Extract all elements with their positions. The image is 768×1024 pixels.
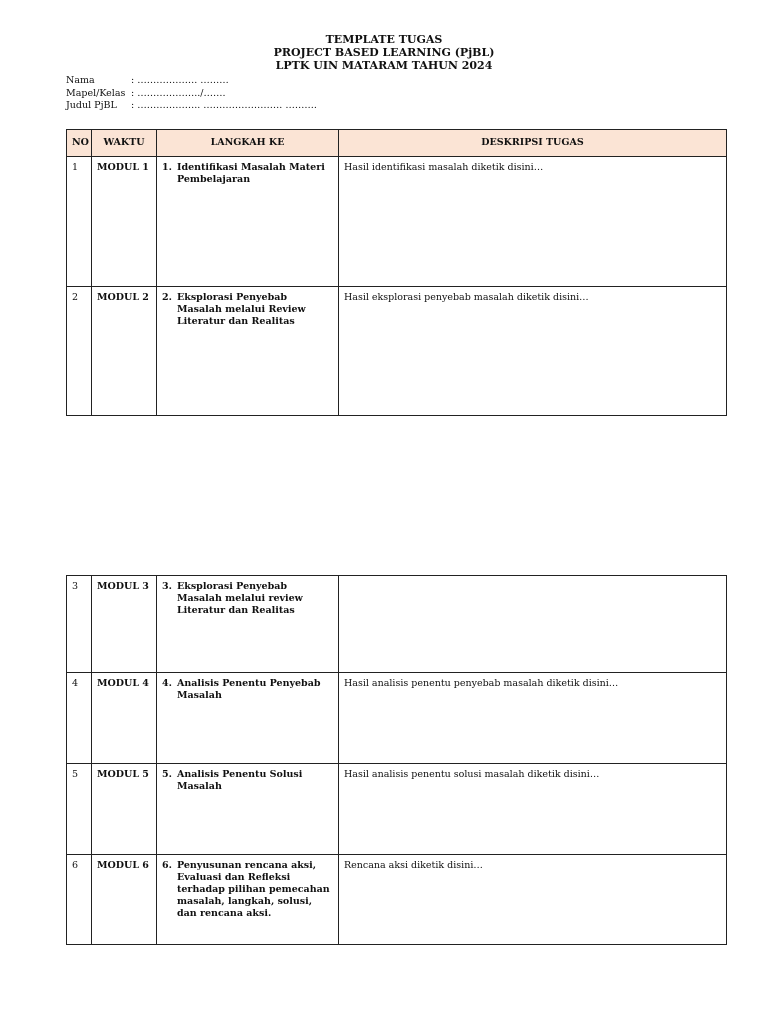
step-number: 1. <box>162 162 172 173</box>
step-number: 2. <box>162 292 172 303</box>
row-deskripsi[interactable]: Hasil eksplorasi penyebab masalah diketik disini… <box>339 287 727 416</box>
row-waktu: MODUL 1 <box>92 157 157 287</box>
title-line-2: PROJECT BASED LEARNING (PjBL) <box>273 46 495 59</box>
step-text: Eksplorasi Penyebab Masalah melalui review Literatur dan Realitas <box>177 581 303 616</box>
field-label: Nama <box>66 75 95 86</box>
field-label: Judul PjBL <box>66 100 117 111</box>
step-number: 5. <box>162 769 172 780</box>
table-header-row <box>67 130 727 157</box>
table-row <box>67 855 727 945</box>
row-waktu: MODUL 6 <box>92 855 157 945</box>
row-langkah <box>157 764 339 855</box>
table-row <box>67 576 727 673</box>
row-deskripsi[interactable]: Hasil analisis penentu penyebab masalah diketik disini… <box>339 673 727 764</box>
step-number: 6. <box>162 860 172 871</box>
row-deskripsi[interactable]: Rencana aksi diketik disini… <box>339 855 727 945</box>
step-number: 3. <box>162 581 172 592</box>
row-no: 4 <box>67 673 92 764</box>
step-number: 4. <box>162 678 172 689</box>
row-no: 1 <box>67 157 92 287</box>
table-row <box>67 287 727 416</box>
step-text: Identifikasi Masalah Materi Pembelajaran <box>177 162 325 185</box>
table-row <box>67 157 727 287</box>
row-langkah <box>157 855 339 945</box>
task-table <box>66 129 727 416</box>
row-waktu: MODUL 3 <box>92 576 157 673</box>
row-no: 5 <box>67 764 92 855</box>
step-text: Analisis Penentu Solusi Masalah <box>177 769 303 792</box>
row-waktu: MODUL 4 <box>92 673 157 764</box>
row-langkah <box>157 287 339 416</box>
step-text: Analisis Penentu Penyebab Masalah <box>177 678 321 701</box>
row-deskripsi[interactable]: Hasil identifikasi masalah diketik disini… <box>339 157 727 287</box>
field-value[interactable]: : ………………../……. <box>131 87 226 99</box>
header-langkah: LANGKAH KE <box>157 130 339 157</box>
header-deskripsi: DESKRIPSI TUGAS <box>339 130 727 157</box>
row-langkah <box>157 673 339 764</box>
row-waktu: MODUL 5 <box>92 764 157 855</box>
task-table-continued <box>66 575 727 945</box>
field-label: Mapel/Kelas <box>66 87 126 99</box>
field-value[interactable]: : ……………….. ……………………. ………. <box>131 100 317 111</box>
field-nama[interactable] <box>66 75 317 88</box>
step-text: Penyusunan rencana aksi, Evaluasi dan Refleksi terhadap pilihan pemecahan masalah, langkah, solusi, dan rencana aksi. <box>177 860 330 919</box>
header-no: NO <box>67 130 92 157</box>
row-langkah <box>157 157 339 287</box>
table-row <box>67 764 727 855</box>
row-langkah <box>157 576 339 673</box>
row-deskripsi[interactable] <box>339 576 727 673</box>
table-row <box>67 673 727 764</box>
title-line-1: TEMPLATE TUGAS <box>325 33 443 46</box>
row-no: 2 <box>67 287 92 416</box>
field-judul-pjbl[interactable] <box>66 100 317 113</box>
identity-fields <box>66 75 317 113</box>
header-waktu: WAKTU <box>92 130 157 157</box>
row-no: 3 <box>67 576 92 673</box>
row-waktu: MODUL 2 <box>92 287 157 416</box>
field-value[interactable]: : ………………. ……… <box>131 75 229 86</box>
row-no: 6 <box>67 855 92 945</box>
row-deskripsi[interactable]: Hasil analisis penentu solusi masalah diketik disini… <box>339 764 727 855</box>
title-line-3: LPTK UIN MATARAM TAHUN 2024 <box>275 59 493 72</box>
field-mapel-kelas[interactable] <box>66 88 317 101</box>
step-text: Eksplorasi Penyebab Masalah melalui Review Literatur dan Realitas <box>177 292 306 327</box>
document-title <box>0 33 768 72</box>
